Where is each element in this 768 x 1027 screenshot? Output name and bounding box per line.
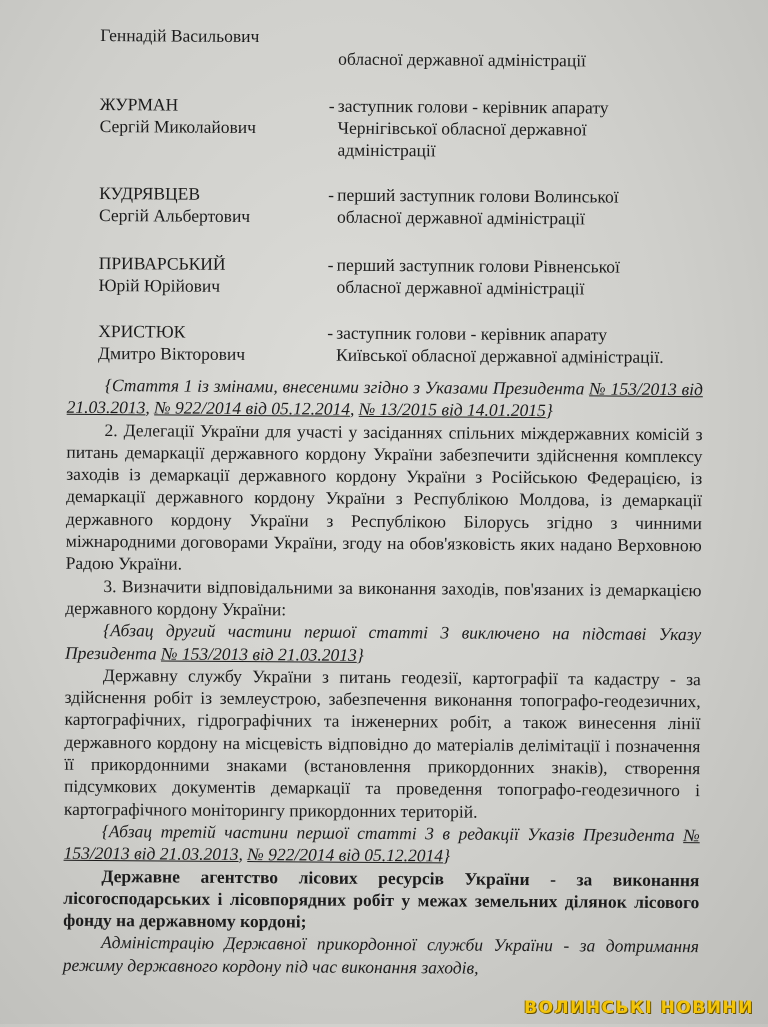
position-line: - перший заступник голови Волинської <box>328 184 619 207</box>
decree-link[interactable]: № 922/2014 від 05.12.2014 <box>154 397 351 420</box>
member-position <box>329 26 709 73</box>
paragraph-forest-agency: Державне агентство лісових ресурсів України - за виконання лісогосподарських і лісовпорядних робіт у межах земельних ділянок лісового фонду на державному кордоні; <box>63 865 700 932</box>
member-position <box>328 95 708 164</box>
decree-link[interactable]: № 922/2014 від 05.12.2014 <box>247 844 444 866</box>
position-line: обласної державної адміністрації <box>338 48 587 71</box>
decree-link[interactable]: № 13/2015 від 14.01.2015 <box>358 399 546 421</box>
member-name <box>99 252 319 298</box>
member-position <box>328 184 708 231</box>
watermark-logo: ВОЛИНСЬКІ НОВИНИ <box>524 998 754 1018</box>
member-name <box>100 24 320 48</box>
member-surname: ПРИВАРСЬКИЙ <box>98 253 226 274</box>
position-line: обласної державної адміністрації <box>336 206 585 229</box>
position-line: - заступник голови - керівник апарату <box>328 95 609 118</box>
member-name <box>100 93 320 139</box>
member-position <box>327 322 707 369</box>
paragraph-geodesy-service: Державну службу України з питань геодезії, картографії та кадастру - за здійснення робіт із землеустрою, забезпечення виконання топографо-геодезичних, картографічних, гідрографічних та інженерних робіт, а також винесення лінії державного кордону на місцевість відповідно до матеріалів делімітації і позначення її прикордонними знаками (встановлення прикордонних знаків), створення підсумкових документів демаркації та проведення топографо-геодезичного і картографічного моніторингу прикордонних територій. <box>63 664 701 822</box>
position-line: обласної державної адміністрації <box>336 276 585 299</box>
member-entry <box>2 181 768 229</box>
member-entry <box>3 92 768 161</box>
position-line: - заступник голови - керівник апарату <box>327 322 608 345</box>
amendment-note-article-3-paragraph-2: {Абзац другий частини першої статті 3 виключено на підставі Указу Президента № 153/2013 від 21.03.2013} <box>64 620 702 665</box>
position-line: - перший заступник голови Рівненської <box>327 254 620 277</box>
member-name <box>99 182 319 228</box>
decree-link[interactable]: № 153/2013 від 21.03.2013 <box>160 643 357 665</box>
member-surname: ХРИСТЮК <box>98 321 186 342</box>
member-given-name: Сергій Миколайович <box>99 116 257 138</box>
member-name <box>98 320 318 366</box>
document-body <box>63 374 703 980</box>
position-line: адміністрації <box>337 139 436 161</box>
decree-link[interactable]: № 153/2013 від 21.03.2013 <box>63 825 700 865</box>
position-line: Чернігівської обласної державної <box>337 117 587 140</box>
paragraph-3: 3. Визначити відповідальними за виконання заходів, пов'язаних із демаркацією державного кордону України: <box>65 575 702 620</box>
amendment-note-article-3-paragraph-3: {Абзац третій частини першої статті 3 в редакції Указів Президента № 153/2013 від 21.03.2013, № 922/2014 від 05.12.2014} <box>63 820 700 866</box>
decree-link[interactable]: № 153/2013 від 21.03.2013 <box>66 378 703 418</box>
member-entry <box>1 319 768 367</box>
member-surname: КУДРЯВЦЕВ <box>99 183 201 204</box>
member-given-name: Сергій Альбертович <box>98 205 251 227</box>
member-entry <box>3 23 768 71</box>
member-position <box>327 254 707 301</box>
member-given-name: Дмитро Вікторович <box>98 343 246 365</box>
member-surname: ЖУРМАН <box>99 94 179 115</box>
position-line: Київської обласної державної адміністрації. <box>336 344 664 367</box>
member-given-name: Геннадій Васильович <box>100 25 260 47</box>
paragraph-2: 2. Делегації України для участі у засіданнях спільних міждержавних комісій з питань демаркації державного кордону України забезпечити здійснення комплексу заходів із демаркації державного кордону України з Російською Федерацією, із демаркації державного кордону України з Республікою Молдова, із демаркації державного кордону України з Республікою Білорусь згідно з чинними міжнародними договорами України, згоду на обов'язковість яких надано Верховною Радою України. <box>65 419 703 574</box>
member-entry <box>2 251 768 299</box>
paragraph-border-guard: Адміністрацію Державної прикордонної служби України - за дотримання режиму державного кордону під час виконання заходів, <box>62 932 700 978</box>
amendment-note-article-1: {Стаття 1 із змінами, внесеними згідно з Указами Президента № 153/2013 від 21.03.2013, № 922/2014 від 05.12.2014, № 13/2015 від 14.01.2015} <box>66 375 703 421</box>
member-given-name: Юрій Юрійович <box>98 275 221 296</box>
position-line <box>329 26 709 51</box>
